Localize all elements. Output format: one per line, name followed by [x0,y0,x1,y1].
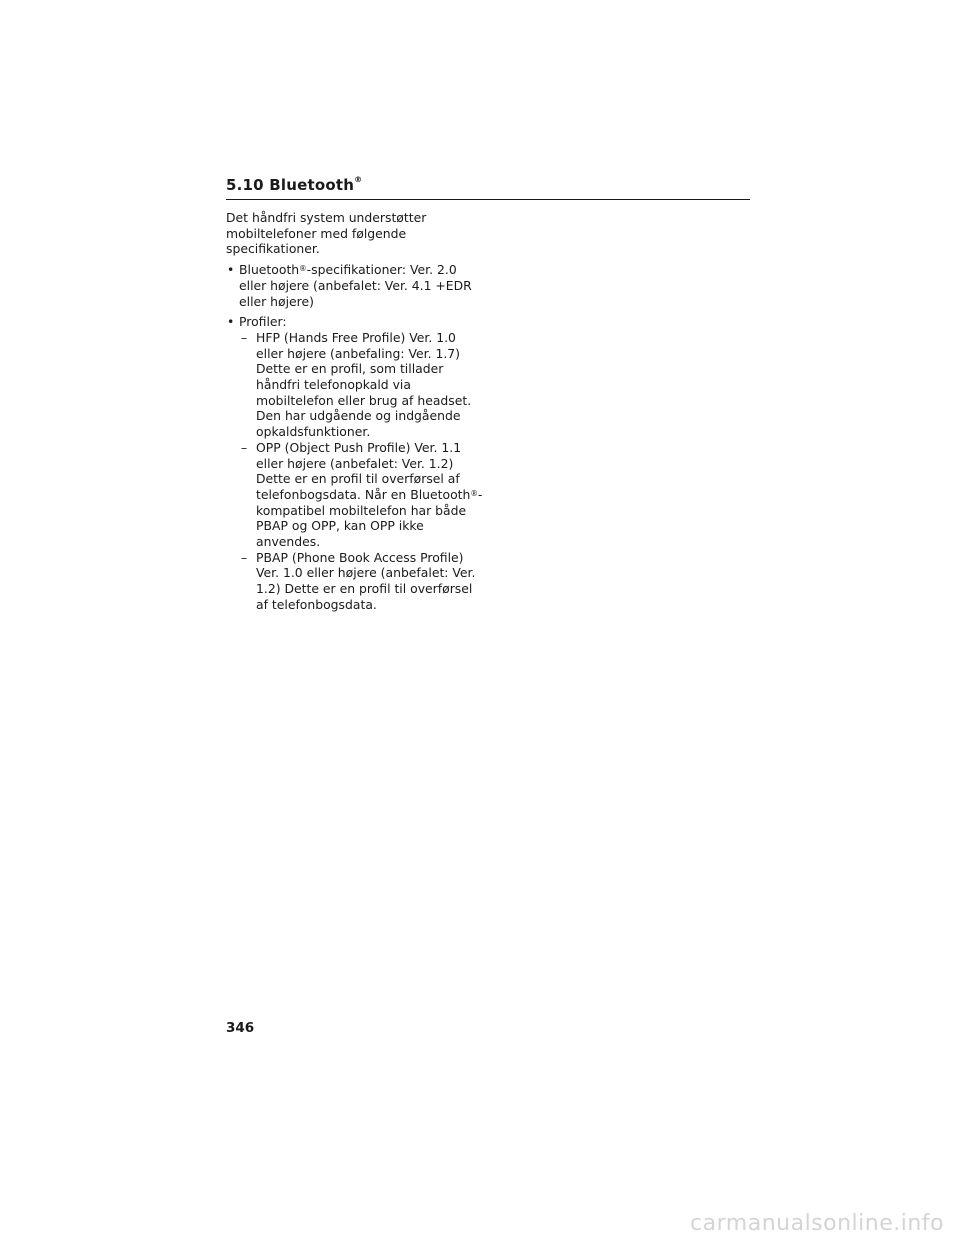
profile-item-opp [241,440,486,550]
dash-marker: – [241,329,248,345]
hfp-text: HFP (Hands Free Profile) Ver. 1.0 eller højere (anbefaling: Ver. 1.7) Dette er en profil, som tillader håndfri telefonopkald via mobiltelefon eller brug af headset. Den har udgående og indgående opkaldsfunktioner. [256,329,472,440]
section-title-text: 5.10 Bluetooth [226,176,355,194]
registered-mark: ® [470,488,478,498]
section-title [226,176,362,194]
opp-text-part1: OPP (Object Push Profile) Ver. 1.1 eller højere (anbefalet: Ver. 1.2) Dette er en profil til overførsel af telefonbogsdata. Når en Bluetooth [256,439,471,502]
body-text [226,210,486,618]
registered-mark: ® [299,264,307,274]
pbap-text: PBAP (Phone Book Access Profile) Ver. 1.0 eller højere (anbefalet: Ver. 1.2) Dette er en profil til overførsel af telefonbogsdata. [256,549,476,612]
page-number: 346 [226,1020,255,1036]
opp-text-part2: -kompatibel mobiltelefon har både PBAP og OPP, kan OPP ikke anvendes. [256,486,483,550]
profile-item-pbap [241,550,486,613]
dash-marker: – [241,549,248,565]
intro-paragraph: Det håndfri system understøtter mobiltelefoner med følgende specifikationer. [226,210,427,257]
dash-marker: – [241,439,248,455]
watermark: carmanualsonline.info [690,1211,944,1236]
bullet-profiles [226,314,486,612]
profiles-label: Profiler: [239,314,287,330]
profile-list [241,330,486,613]
registered-mark: ® [354,175,363,184]
spec-text-part2: -specifikationer: Ver. 2.0 eller højere (anbefalet: Ver. 4.1 +EDR eller højere) [239,262,472,309]
spec-text-part1: Bluetooth [239,262,300,278]
bullet-marker: • [227,262,235,278]
profile-item-hfp [241,330,486,440]
bullet-marker: • [227,314,235,330]
bullet-spec [226,262,486,309]
header-rule [226,199,750,200]
